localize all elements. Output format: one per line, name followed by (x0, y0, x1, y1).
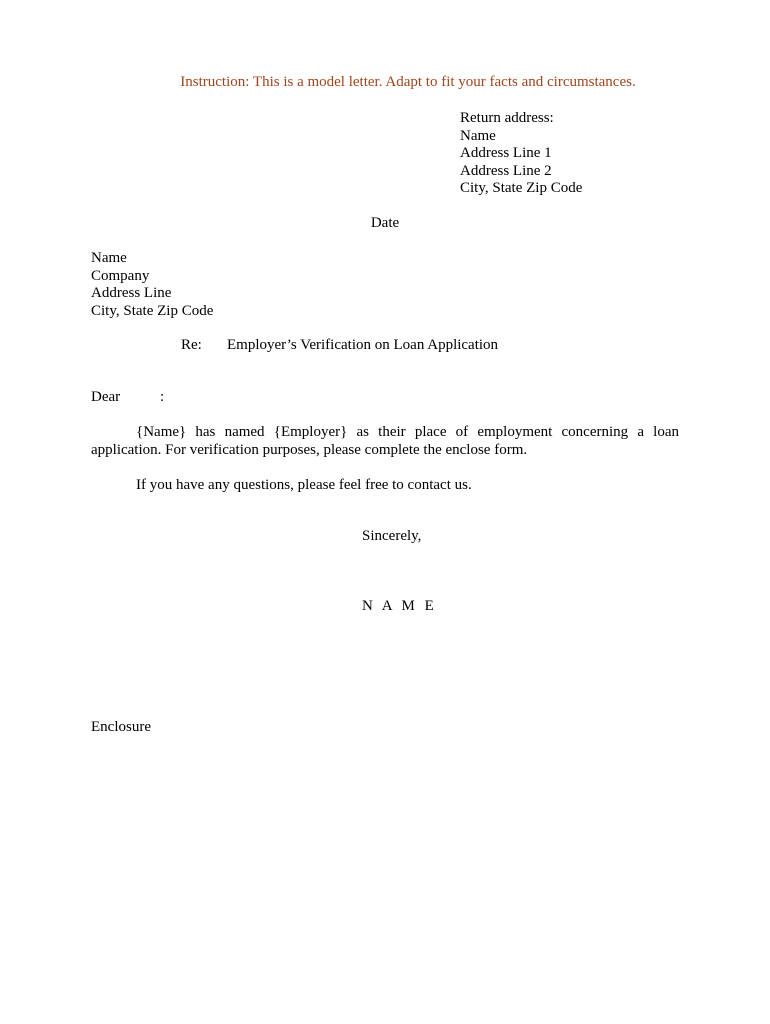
body-paragraph-1-line-1: {Name} has named {Employer} as their place of employment concerning a loan (136, 424, 679, 440)
return-address-block (460, 110, 582, 198)
body-paragraph-1-line-2: application. For verification purposes, please complete the enclose form. (91, 441, 528, 458)
closing: Sincerely, (362, 528, 422, 544)
body-paragraph-2: If you have any questions, please feel free to contact us. (136, 477, 472, 493)
return-address-label: Return address: (460, 110, 554, 126)
letter-date: Date (370, 215, 400, 231)
recipient-name: Name (91, 250, 127, 266)
recipient-company: Company (91, 267, 150, 284)
signature-name: N A M E (362, 598, 437, 614)
re-subject: Employer’s Verification on Loan Application (227, 337, 499, 353)
body-paragraph-1 (91, 424, 679, 459)
return-address-line2: Address Line 2 (460, 162, 552, 179)
return-address-city-state-zip: City, State Zip Code (460, 180, 583, 196)
return-address-name: Name (460, 127, 496, 144)
salutation: Dear (91, 389, 121, 405)
return-address-line1: Address Line 1 (460, 145, 552, 161)
salutation-colon: : (160, 389, 165, 405)
re-label: Re: (181, 337, 202, 353)
recipient-address-block (91, 250, 213, 320)
recipient-city-state-zip: City, State Zip Code (91, 302, 214, 319)
instruction-note: Instruction: This is a model letter. Adapt to fit your facts and circumstances. (180, 74, 636, 90)
enclosure-note: Enclosure (91, 719, 151, 735)
recipient-address-line: Address Line (91, 285, 172, 301)
